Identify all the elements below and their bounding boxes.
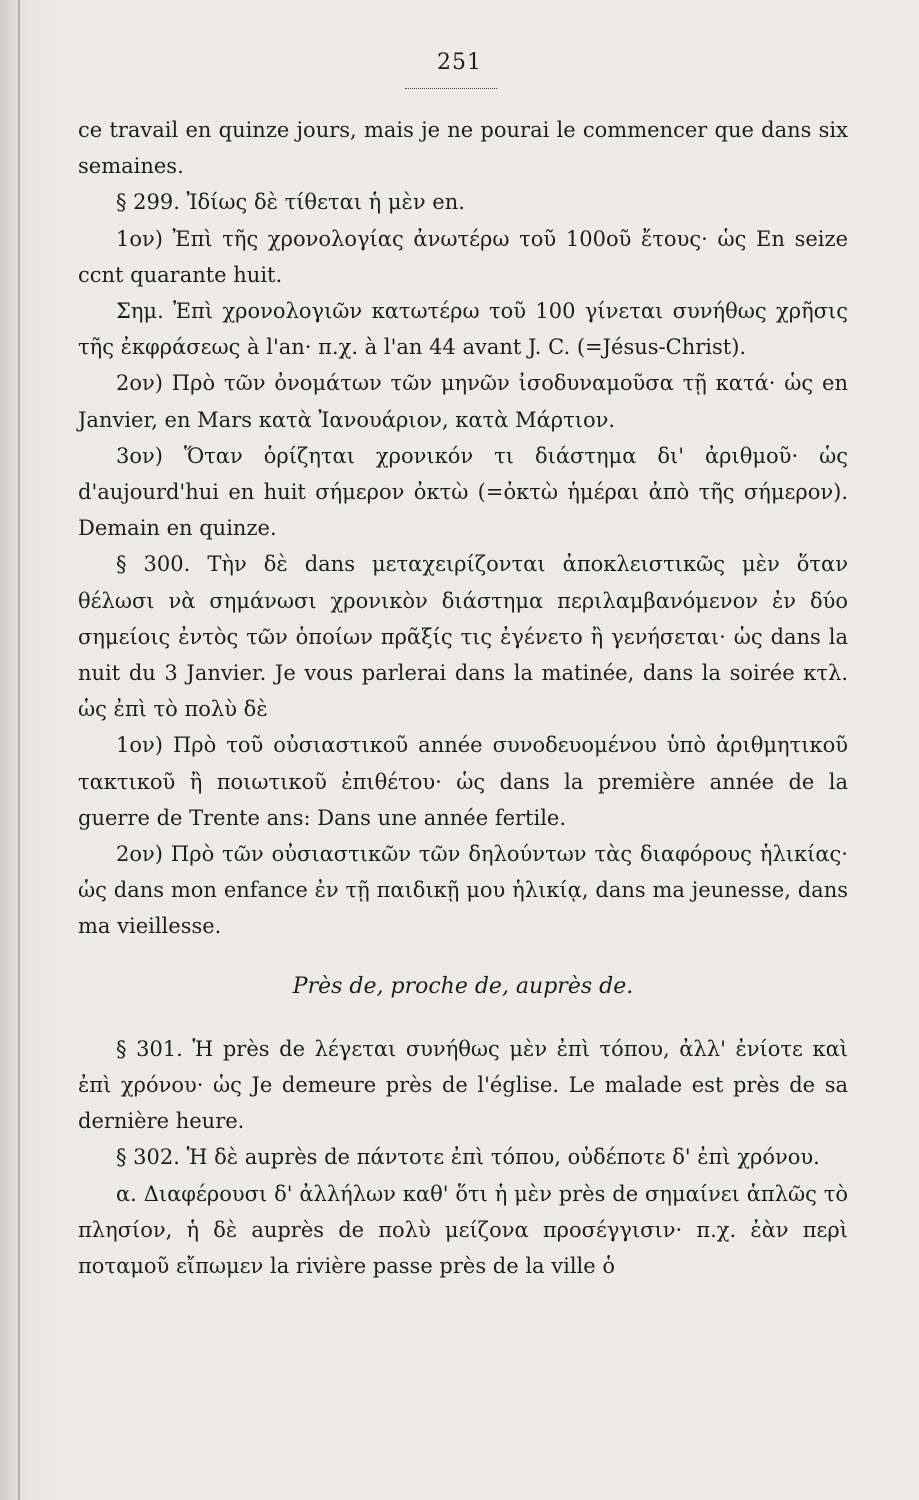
page-body bbox=[78, 112, 848, 1284]
paragraph-300-item-2: 2ον) Πρὸ τῶν οὐσιαστικῶν τῶν δηλούντων τὰς διαφόρους ἡλικίας· ὡς dans mon enfance ἐν τῇ παιδικῇ μου ἡλικίᾳ, dans ma jeunesse, dans ma vieillesse. bbox=[78, 842, 848, 939]
paragraph-300-item-1: 1ον) Πρὸ τοῦ οὐσιαστικοῦ année συνοδευομένου ὑπὸ ἀριθμητικοῦ τακτικοῦ ἢ ποιωτικοῦ ἐπιθέτου· ὡς dans la première année de la guerre de Trente ans: Dans une année fertile. bbox=[78, 733, 848, 830]
paragraph-299-item-1: 1ον) Ἐπὶ τῆς χρονολογίας ἀνωτέρω τοῦ 100οῦ ἔτους· ὡς En seize ccnt quarante huit. bbox=[78, 226, 848, 287]
page-number: 251 bbox=[437, 50, 482, 75]
paragraph-299-item-3: 3ον) Ὅταν ὁρίζηται χρονικόν τι διάστημα δι' ἀριθμοῦ· ὡς d'aujourd'hui en huit σήμερον ὀκτὼ (=ὀκτὼ ἡμέραι ἀπὸ τῆς σήμερον). Demain en quinze. bbox=[78, 443, 848, 541]
paragraph-299-note: Σημ. Ἐπὶ χρονολογιῶν κατωτέρω τοῦ 100 γίνεται συνήθως χρῆσις τῆς ἐκφράσεως à l'an· π.χ. à l'an 44 avant J. C. (=Jésus-Christ). bbox=[78, 299, 848, 360]
page-number-rule bbox=[405, 88, 497, 89]
paragraph-section-300: § 300. Τὴν δὲ dans μεταχειρίζονται ἀποκλειστικῶς μὲν ὅταν θέλωσι νὰ σημάνωσι χρονικὸν διάστημα περιλαμβανόμενον ἐν δύο σημείοις ἐντὸς τῶν ὁποίων πρᾶξίς τις ἐγένετο ἢ γενήσεται· ὡς dans la nuit du 3 Janvier. Je vous parlerai dans la matinée, dans la soirée κτλ. ὡς ἐπὶ τὸ πολὺ δὲ bbox=[78, 552, 848, 722]
paragraph-302-note-a: α. Διαφέρουσι δ' ἀλλήλων καθ' ὅτι ἡ μὲν près de σημαίνει ἁπλῶς τὸ πλησίον, ἡ δὲ auprès de πολὺ μείζονα προσέγγισιν· π.χ. ἐὰν περὶ ποταμοῦ εἴπωμεν la rivière passe près de la ville ὁ bbox=[78, 1181, 848, 1279]
paragraph-section-302: § 302. Ἡ δὲ auprès de πάντοτε ἐπὶ τόπου, οὐδέποτε δ' ἐπὶ χρόνου. bbox=[116, 1145, 820, 1170]
paragraph-continuation: ce travail en quinze jours, mais je ne pourai le commencer que dans six semaines. bbox=[78, 118, 848, 179]
page-binding-edge bbox=[18, 0, 20, 1500]
paragraph-section-299: § 299. Ἰδίως δὲ τίθεται ἡ μὲν en. bbox=[116, 190, 465, 215]
section-heading: Près de, proche de, auprès de. bbox=[292, 973, 634, 999]
paragraph-section-301: § 301. Ἡ près de λέγεται συνήθως μὲν ἐπὶ τόπου, ἀλλ' ἐνίοτε καὶ ἐπὶ χρόνου· ὡς Je demeure près de l'église. Le malade est près de sa dernière heure. bbox=[78, 1036, 848, 1134]
paragraph-299-item-2: 2ον) Πρὸ τῶν ὀνομάτων τῶν μηνῶν ἰσοδυναμοῦσα τῇ κατά· ὡς en Janvier, en Mars κατὰ Ἰανουάριον, κατὰ Μάρτιον. bbox=[78, 371, 848, 432]
